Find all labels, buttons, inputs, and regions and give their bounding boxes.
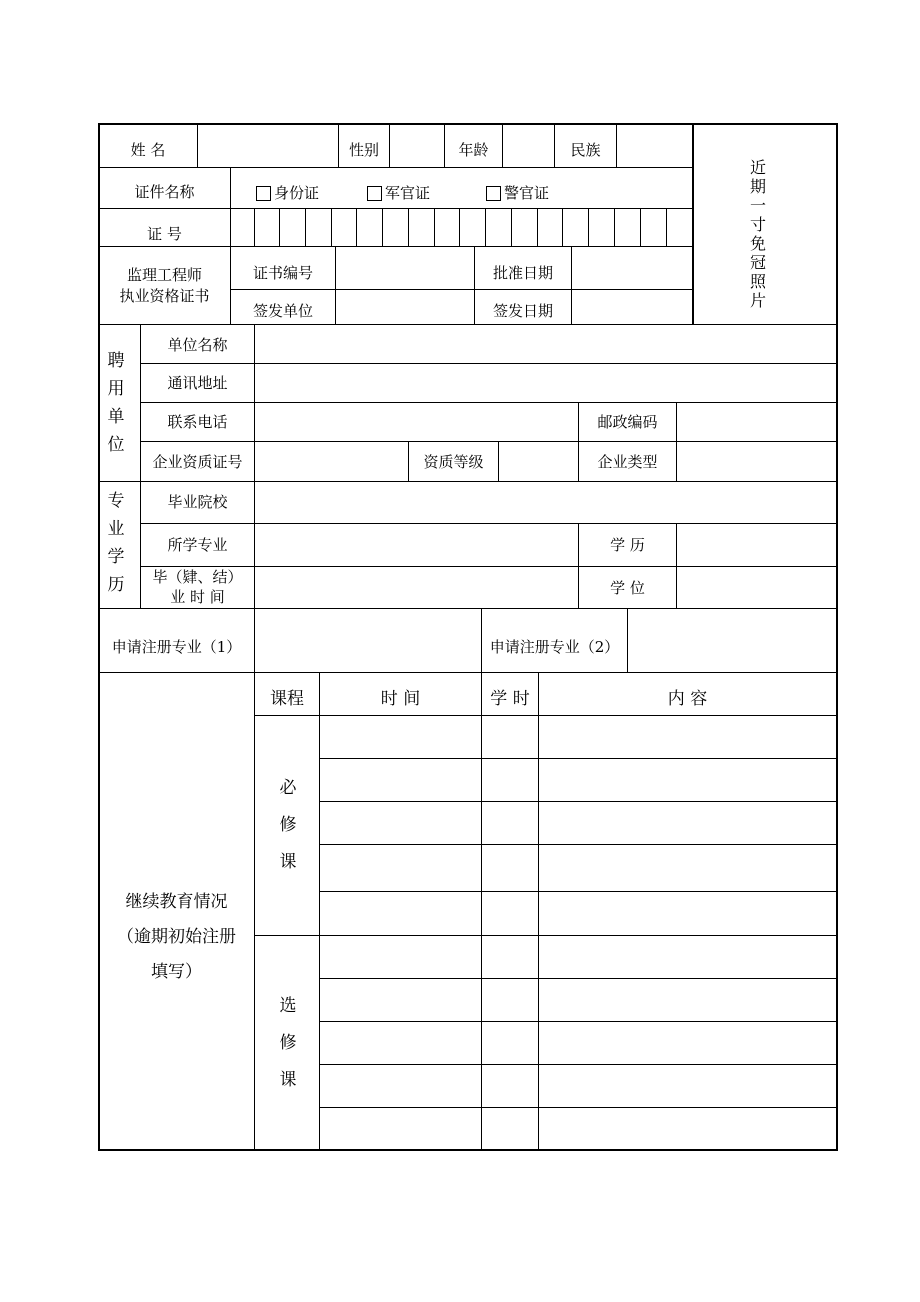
section-label-char: 学 (107, 547, 125, 567)
course-row[interactable] (320, 802, 836, 844)
degree-level-label: 学 历 (610, 536, 645, 554)
continuing-ed-label-line: （逾期初始注册 (117, 927, 236, 947)
time-label-line: 业 时 间 (170, 588, 225, 606)
course-row[interactable] (320, 1065, 836, 1107)
required-label-char: 修 (279, 815, 297, 835)
checkbox-icon[interactable] (256, 186, 271, 201)
cert-label (99, 265, 230, 307)
course-row[interactable] (320, 892, 836, 935)
degree-level-input-cell[interactable] (677, 524, 836, 566)
rule (356, 208, 357, 246)
enterprise-type-label: 企业类型 (597, 453, 658, 471)
required-course-label (276, 770, 300, 881)
phone-label: 联系电话 (167, 413, 228, 431)
issue-date-label: 签发日期 (492, 302, 553, 320)
approval-date-input-cell[interactable] (572, 247, 692, 289)
section-label-char: 单 (107, 407, 125, 427)
section-label-char: 历 (107, 575, 125, 595)
col-header-time: 时 间 (380, 689, 421, 709)
registration-major2-label: 申请注册专业（2） (489, 638, 620, 656)
rule (99, 672, 836, 673)
elective-label-char: 课 (279, 1070, 297, 1090)
gender-label: 性别 (348, 141, 379, 159)
id-type-label: 证件名称 (134, 183, 195, 201)
photo-placeholder (748, 158, 768, 310)
elective-course-label (276, 988, 300, 1099)
rule (640, 208, 641, 246)
elective-label-char: 选 (279, 996, 297, 1016)
qualification-cert-input-cell[interactable] (255, 442, 408, 481)
unit-name-input-cell[interactable] (255, 326, 836, 363)
col-header-hours: 学 时 (490, 689, 530, 709)
unit-name-label: 单位名称 (167, 336, 228, 354)
rule (666, 208, 667, 246)
rule (99, 208, 693, 209)
issue-date-input-cell[interactable] (572, 290, 692, 324)
photo-label-char: 一 (749, 196, 766, 215)
rule (254, 208, 255, 246)
photo-label-char: 冠 (749, 253, 766, 272)
gender-input-cell[interactable] (390, 124, 444, 167)
graduation-time-input-cell[interactable] (255, 567, 578, 608)
issuer-input-cell[interactable] (336, 290, 474, 324)
school-label: 毕业院校 (167, 493, 228, 511)
cert-number-input-cell[interactable] (336, 247, 474, 289)
photo-label-char: 期 (749, 177, 766, 196)
id-option-label: 军官证 (385, 184, 431, 202)
issuer-label: 签发单位 (252, 302, 313, 320)
major-label: 所学专业 (167, 536, 228, 554)
photo-label-char: 寸 (749, 215, 766, 234)
rule (588, 208, 589, 246)
section-label-char: 用 (107, 379, 125, 399)
course-row[interactable] (320, 845, 836, 891)
rule (254, 672, 255, 1150)
education-section-label (104, 487, 128, 599)
cert-label-line: 监理工程师 (126, 266, 202, 284)
required-label-char: 必 (279, 778, 297, 798)
section-label-char: 业 (107, 519, 125, 539)
photo-label-char: 片 (749, 291, 766, 310)
rule (305, 208, 306, 246)
rule (614, 208, 615, 246)
rule (434, 208, 435, 246)
checkbox-icon[interactable] (367, 186, 382, 201)
continuing-ed-label (99, 885, 254, 990)
rule (382, 208, 383, 246)
cert-number-label: 证书编号 (252, 264, 313, 282)
photo-label-char: 照 (749, 272, 766, 291)
registration-major1-input-cell[interactable] (255, 609, 481, 672)
postcode-input-cell[interactable] (677, 403, 836, 441)
rule (459, 208, 460, 246)
section-label-char: 聘 (107, 351, 125, 371)
degree-label: 学 位 (610, 579, 645, 597)
id-option-label: 身份证 (274, 184, 320, 202)
id-option-label: 警官证 (504, 184, 550, 202)
rule (511, 208, 512, 246)
ethnicity-input-cell[interactable] (617, 124, 692, 167)
rule (408, 208, 409, 246)
course-row[interactable] (320, 1108, 836, 1149)
qualification-level-input-cell[interactable] (499, 442, 578, 481)
course-row[interactable] (320, 1022, 836, 1064)
id-option-police-card[interactable] (486, 183, 549, 203)
border-right (836, 123, 838, 1151)
employer-section-label (104, 347, 128, 459)
section-label-char: 位 (107, 435, 125, 455)
rule (99, 324, 836, 325)
enterprise-type-input-cell[interactable] (677, 442, 836, 481)
col-header-course: 课程 (270, 689, 304, 709)
id-option-id-card[interactable] (256, 183, 319, 203)
ethnicity-label: 民族 (570, 141, 601, 159)
registration-major1-label: 申请注册专业（1） (111, 638, 242, 656)
course-row[interactable] (320, 759, 836, 801)
course-row[interactable] (320, 979, 836, 1021)
section-label-char: 专 (107, 491, 125, 511)
qualification-cert-label: 企业资质证号 (152, 453, 243, 471)
elective-label-char: 修 (279, 1033, 297, 1053)
time-label-line: 毕（肄、结） (152, 568, 243, 586)
address-label: 通讯地址 (167, 374, 228, 392)
rule (279, 208, 280, 246)
required-label-char: 课 (279, 852, 297, 872)
age-label: 年龄 (458, 141, 489, 159)
age-input-cell[interactable] (503, 124, 554, 167)
photo-label-char: 近 (749, 158, 766, 177)
degree-input-cell[interactable] (677, 567, 836, 608)
rule (331, 208, 332, 246)
approval-date-label: 批准日期 (492, 264, 553, 282)
photo-label-char: 免 (749, 234, 766, 253)
col-header-content: 内 容 (667, 689, 708, 709)
phone-input-cell[interactable] (255, 403, 578, 441)
name-label: 姓 名 (130, 141, 166, 159)
checkbox-icon[interactable] (486, 186, 501, 201)
rule (485, 208, 486, 246)
border-bottom (98, 1149, 838, 1151)
qualification-level-label: 资质等级 (423, 453, 484, 471)
graduation-time-label (141, 567, 254, 607)
address-input-cell[interactable] (255, 364, 836, 402)
postcode-label: 邮政编码 (597, 413, 658, 431)
continuing-ed-label-line: 填写） (151, 962, 202, 982)
continuing-ed-label-line: 继续教育情况 (125, 892, 228, 912)
cert-label-line: 执业资格证书 (119, 287, 210, 305)
school-input-cell[interactable] (255, 482, 836, 523)
course-row[interactable] (320, 716, 836, 758)
name-input-cell[interactable] (198, 124, 338, 167)
course-row[interactable] (320, 936, 836, 978)
rule (562, 208, 563, 246)
id-option-military-card[interactable] (367, 183, 430, 203)
rule (692, 124, 694, 325)
rule (99, 167, 693, 168)
registration-major2-input-cell[interactable] (628, 609, 836, 672)
major-input-cell[interactable] (255, 524, 578, 566)
rule (537, 208, 538, 246)
id-number-label: 证 号 (147, 225, 182, 243)
